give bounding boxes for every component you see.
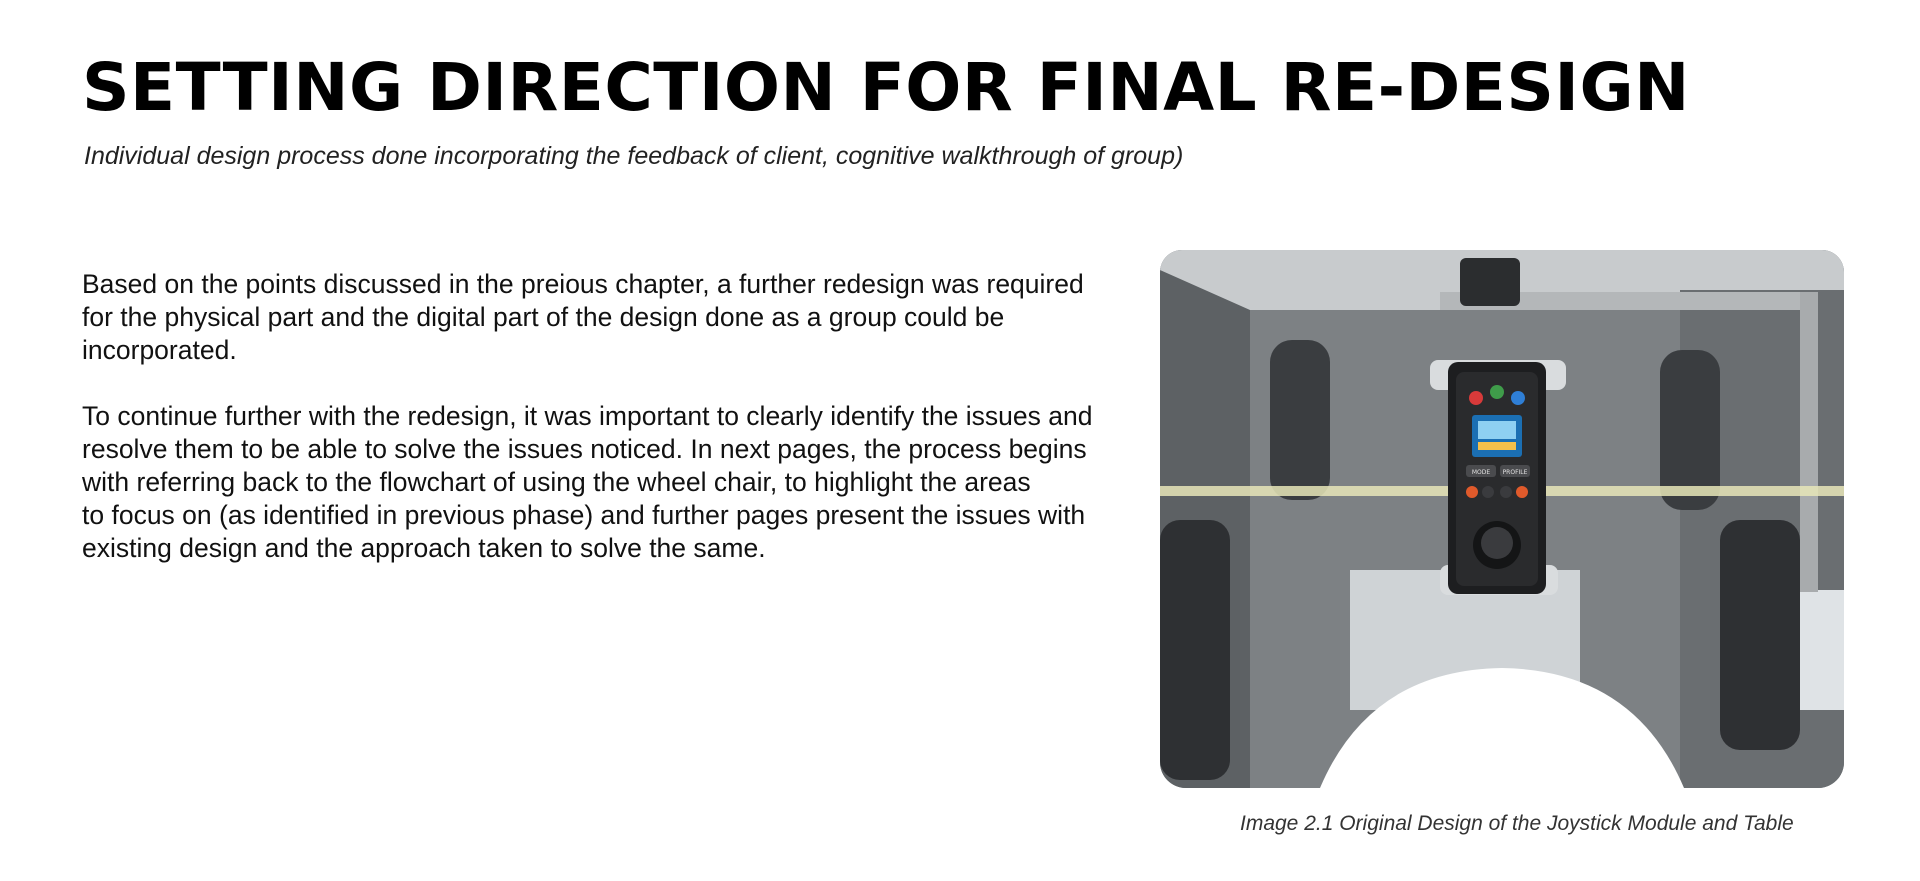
page-title: SETTING DIRECTION FOR FINAL RE-DESIGN bbox=[82, 49, 1690, 126]
mode-label: MODE bbox=[1471, 469, 1491, 476]
joystick-module-photo bbox=[1160, 250, 1844, 788]
joystick-photo-illustration bbox=[1160, 250, 1844, 788]
page-subtitle: Individual design process done incorporating the feedback of client, cognitive walkthrough of group) bbox=[84, 142, 1184, 170]
paragraph-intro: Based on the points discussed in the preious chapter, a further redesign was required for the physical part and the digital part of the design done as a group could be incorporated. bbox=[82, 269, 1084, 365]
paragraph-process: To continue further with the redesign, it was important to clearly identify the issues and resolve them to be able to solve the issues noticed. In next pages, the process begins with referring back to the flowchart of using the wheel chair, to highlight the areas to focus on (as identified in previous phase) and further pages present the issues with existing design and the approach taken to solve the same. bbox=[82, 401, 1093, 563]
profile-label: PROFILE bbox=[1502, 469, 1528, 476]
figure-caption: Image 2.1 Original Design of the Joystick Module and Table bbox=[1240, 812, 1794, 835]
body-text bbox=[82, 268, 1122, 598]
